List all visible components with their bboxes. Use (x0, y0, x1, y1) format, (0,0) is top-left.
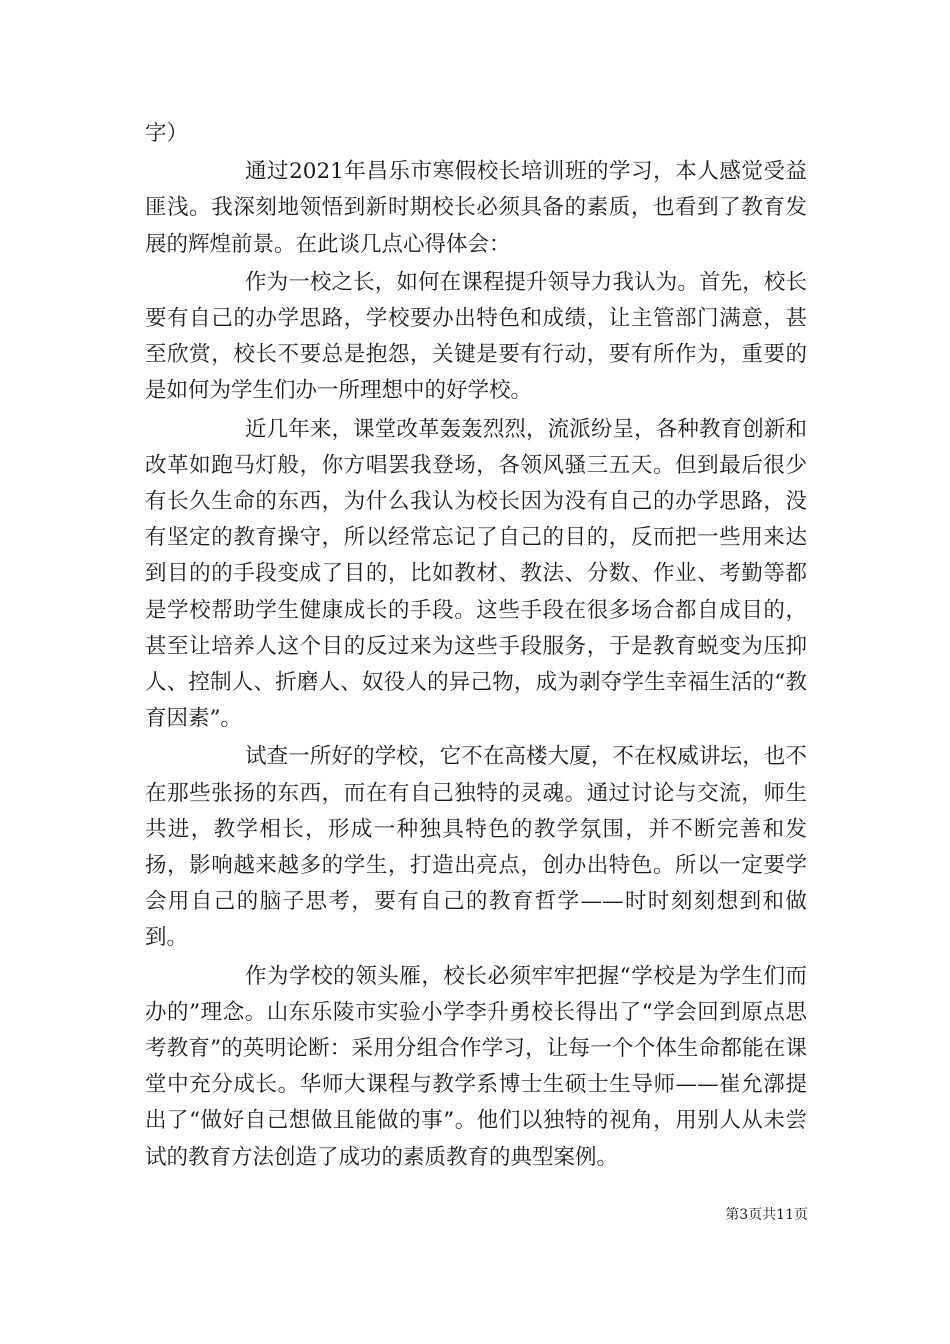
paragraph-principal-role: 作为一校之长，如何在课程提升领导力我认为。首先，校长要有自己的办学思路，学校要办出特色和成绩，让主管部门满意，甚至欣赏，校长不要总是抱怨，关键是要有行动，要有所作为，重要的是如何为学生们办一所理想中的好学校。 (145, 269, 807, 404)
paragraph-lead-goose: 作为学校的领头雁，校长必须牢牢把握“学校是为学生们而办的”理念。山东乐陵市实验小学李升勇校长得出了“学会回到原点思考教育”的英明论断：采用分组合作学习，让每一个个体生命都能在课堂中充分成长。华师大课程与教学系博士生硕士生导师——崔允漷提出了“做好自己想做且能做的事”。他们以独特的视角，用别人从未尝试的教育方法创造了成功的素质教育的典型案例。 (145, 963, 807, 1170)
paragraph-classroom-reform: 近几年来，课堂改革轰轰烈烈，流派纷呈，各种教育创新和改革如跑马灯般，你方唱罢我登场，各领风骚三五天。但到最后很少有长久生命的东西，为什么我认为校长因为没有自己的办学思路，没有坚定的教育操守，所以经常忘记了自己的目的，反而把一些用来达到目的的手段变成了目的，比如教材、教法、分数、作业、考勤等都是学校帮助学生健康成长的手段。这些手段在很多场合都自成目的，甚至让培养人这个目的反过来为这些手段服务，于是教育蜕变为压抑人、控制人、折磨人、奴役人的异己物，成为剥夺学生幸福生活的“教育因素”。 (145, 416, 807, 732)
paragraph-continuation: 字） (145, 121, 189, 146)
paragraph-intro: 通过2021年昌乐市寒假校长培训班的学习，本人感觉受益匪浅。我深刻地领悟到新时期校长必须具备的素质，也看到了教育发展的辉煌前景。在此谈几点心得体会： (145, 159, 807, 257)
document-body (145, 116, 807, 1178)
page-number-footer: 第3页共11页 (725, 1207, 808, 1223)
paragraph-good-school: 试查一所好的学校，它不在高楼大厦，不在权威讲坛，也不在那些张扬的东西，而在有自己独特的灵魂。通过讨论与交流，师生共进，教学相长，形成一种独具特色的教学氛围，并不断完善和发扬，影响越来越多的学生，打造出亮点，创办出特色。所以一定要学会用自己的脑子思考，要有自己的教育哲学——时时刻刻想到和做到。 (145, 744, 807, 951)
